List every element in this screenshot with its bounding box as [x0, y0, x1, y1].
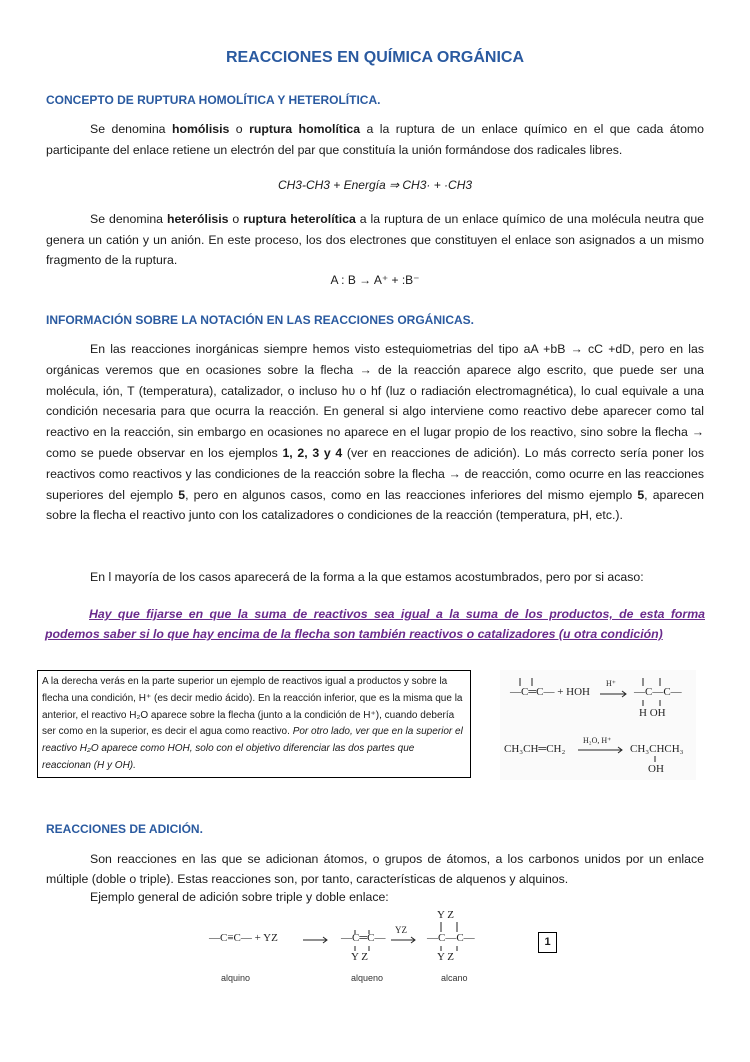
rxn2-product-sub: OH [648, 763, 664, 775]
text: En las reacciones inorgánicas siempre hemos visto estequiometrias del tipo aA +bB → cC +dD, pero en las orgánicas veremos que en ocasiones sobre la flecha → de la reacción aparece algo escrito, que puede ser una molécula, ión, T (temperatura), catalizador, o incluso hυ o hf (luz o radiación electromagnética), lo cual equivale a una condición necesaria para que ocurra la reacción. En general si algo interviene como reactivo debe aparecer como tal reactivo en la reacción, sin embargo en ocasiones no aparece en el lugar propio de los reactivo, sino sobre la flecha → como se puede observar en los ejemplos [46, 342, 704, 460]
text: , pero en algunos casos, como en las reacciones inferiores del mismo ejemplo [185, 487, 638, 502]
text: o [229, 122, 250, 136]
text: En l mayoría de los casos aparecerá de la forma a la que estamos acostumbrados, pero por si acaso: [90, 570, 644, 584]
text: o [228, 212, 244, 226]
rxn1-condition: H⁺ [606, 679, 616, 688]
paragraph-notacion [46, 339, 704, 526]
rxn1-product-sub: H OH [639, 707, 666, 719]
section-heading-adicion: REACCIONES DE ADICIÓN. [46, 822, 203, 836]
text: Ejemplo general de adición sobre triple y doble enlace: [90, 890, 389, 904]
example-number-box: 1 [538, 932, 557, 953]
highlight-note [45, 604, 705, 644]
text: Se denomina [90, 212, 167, 226]
rxn2-reactant: CH₃CH═CH₂ [504, 743, 566, 755]
explanation-box [37, 670, 471, 778]
paragraph-ejemplo [46, 888, 704, 908]
paragraph-homolisis [46, 119, 704, 160]
alkyne-formula: —C≡C— + YZ [209, 932, 278, 944]
rxn1-product: —C—C— [634, 686, 682, 698]
example-ref: 5 [178, 487, 186, 502]
text: A la derecha verás en la parte superior un ejemplo de reactivos igual a productos y sobre la flecha una condición, H⁺ (es decir medio ácido). En la reacción inferior, que es la misma que la anterior, el reactivo H₂O aparece sobre la flecha (junto a la condición de H⁺), cuando debería ser como en la superior, es decir el agua como reactivo. [42, 676, 463, 738]
label-alquino: alquino [221, 973, 251, 983]
term-ruptura-homolitica: ruptura homolítica [249, 122, 361, 136]
term-homolisis: homólisis [171, 122, 230, 136]
alkene-substituents: Y Z [351, 951, 369, 963]
text: a la ruptura de un enlace químico de una molécula neutra que genera un catión y un anión. En este proceso, los dos electrones que constituyen el enlace son asignados a un mismo fragmento de la ruptura. [46, 212, 704, 267]
addition-condition: YZ [395, 925, 407, 935]
text: (ver en reacciones de adición). Lo más correcto sería poner los reactivos como reactivos y las condiciones de la reacción sobre la flecha → de reacción, como ocurre en las reacciones superiores del ejemplo [46, 445, 704, 502]
alkane-top-substituents: Y Z [437, 909, 455, 921]
alkene-formula: —C═C— [341, 932, 386, 944]
page-title: REACCIONES EN QUÍMICA ORGÁNICA [225, 49, 525, 66]
paragraph-adicion [46, 850, 704, 889]
alkane-formula: —C—C— [427, 932, 475, 944]
text-italic: Por otro lado, ver que en la superior el reactivo H₂O aparece como HOH, solo con el objetivo diferenciar las dos partes que reaccionan (H y OH). [42, 726, 463, 771]
paragraph-heterolisis [46, 209, 704, 271]
paragraph-mayoria [46, 567, 704, 588]
section-heading-ruptura: CONCEPTO DE RUPTURA HOMOLÍTICA Y HETEROLÍTICA. [46, 93, 381, 107]
alkane-bottom-substituents: Y Z [437, 951, 455, 963]
example-ref: 5 [637, 487, 645, 502]
text: Hay que fijarse en que la suma de reactivos sea igual a la suma de los productos, de esta forma podemos saber si lo que hay encima de la flecha son también reactivos o catalizadores (u otra condición) [45, 607, 705, 641]
rxn2-product: CH₃CHCH₃ [630, 743, 684, 755]
rxn2-condition: H₂O, H⁺ [583, 736, 612, 745]
reaction-figure [500, 670, 696, 780]
label-alcano: alcano [441, 973, 468, 983]
equation-homolisis: CH3-CH3 + Energía ⇒ CH3· + ·CH3 [277, 178, 473, 192]
section-heading-notacion: INFORMACIÓN SOBRE LA NOTACIÓN EN LAS REACCIONES ORGÁNICAS. [46, 313, 475, 327]
text: Son reacciones en las que se adicionan átomos, o grupos de átomos, a los carbonos unidos por un enlace múltiple (doble o triple). Estas reacciones son, por tanto, características de alquenos y alquinos. [46, 852, 704, 886]
equation-heterolisis: A : B → A⁺ + :B⁻ [330, 273, 420, 287]
term-ruptura-heterolitica: ruptura heterolítica [243, 212, 356, 226]
addition-figure [205, 908, 495, 986]
text: , aparecen sobre la flecha el reactivo junto con los catalizadores o condiciones de la reacción (temperatura, pH, etc.). [46, 487, 704, 523]
term-heterolisis: heterólisis [166, 212, 229, 226]
rxn1-reactant: —C═C— + HOH [510, 686, 591, 698]
text: Se denomina [90, 122, 172, 136]
example-refs: 1, 2, 3 y 4 [282, 445, 343, 460]
text: a la ruptura de un enlace químico en el que cada átomo participante del enlace retiene un electrón del par que constituía la unión formándose dos radicales libres. [46, 122, 704, 157]
label-alqueno: alqueno [351, 973, 384, 983]
